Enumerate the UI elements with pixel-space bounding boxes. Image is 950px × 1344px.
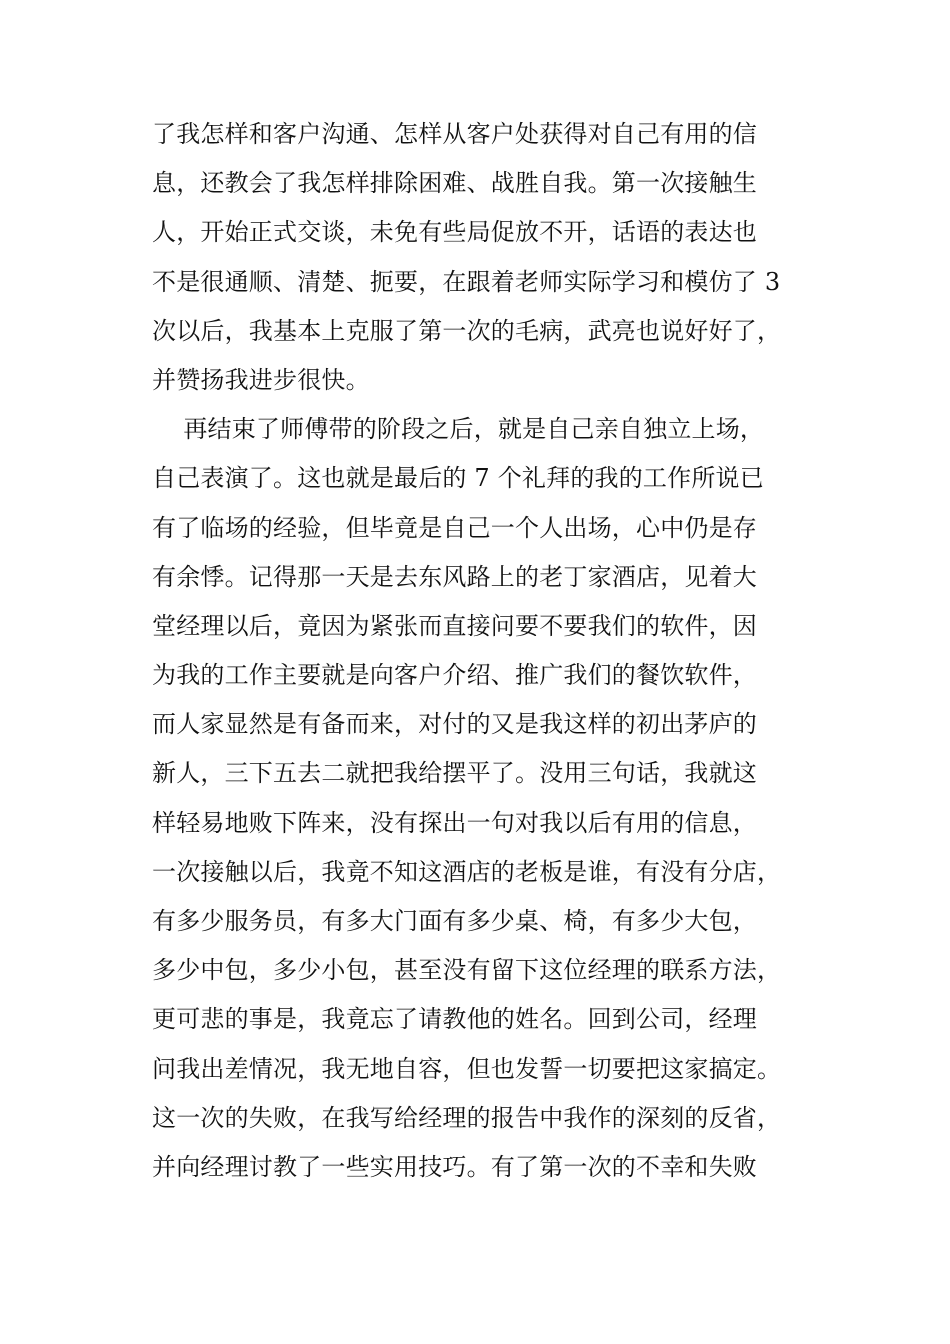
text-line: 为我的工作主要就是向客户介绍、推广我们的餐饮软件， (152, 661, 757, 690)
text-line: 了我怎样和客户沟通、怎样从客户处获得对自己有用的信 (152, 120, 757, 148)
text-line: 问我出差情况，我无地自容，但也发誓一切要把这家搞定。 (152, 1054, 782, 1083)
text-line: 有了临场的经验，但毕竟是自己一个人出场，心中仍是存 (152, 513, 757, 542)
text-line: 并赞扬我进步很快。 (152, 365, 370, 394)
text-line: 次以后，我基本上克服了第一次的毛病，武亮也说好好了， (152, 316, 782, 345)
text-line: 人，开始正式交谈，未免有些局促放不开，话语的表达也 (152, 218, 757, 247)
text-line: 有多少服务员，有多大门面有多少桌、椅，有多少大包， (152, 907, 757, 935)
text-line: 这一次的失败，在我写给经理的报告中我作的深刻的反省， (152, 1103, 782, 1132)
text-line: 再结束了师傅带的阶段之后，就是自己亲自独立上场， (152, 415, 765, 444)
body-text (152, 110, 812, 1192)
text-line: 堂经理以后，竟因为紧张而直接问要不要我们的软件，因 (152, 611, 757, 640)
text-line: 新人，三下五去二就把我给摆平了。没用三句话，我就这 (152, 759, 757, 788)
text-line: 样轻易地败下阵来，没有探出一句对我以后有用的信息， (152, 808, 757, 837)
text-line: 一次接触以后，我竟不知这酒店的老板是谁，有没有分店， (152, 857, 782, 886)
text-line: 多少中包，多少小包，甚至没有留下这位经理的联系方法， (152, 956, 782, 985)
text-line: 不是很通顺、清楚、扼要，在跟着老师实际学习和模仿了 3 (152, 267, 781, 296)
text-line: 并向经理讨教了一些实用技巧。有了第一次的不幸和失败 (152, 1152, 757, 1181)
text-line: 有余悸。记得那一天是去东风路上的老丁家酒店，见着大 (152, 562, 757, 591)
text-line: 自己表演了。这也就是最后的 7 个礼拜的我的工作所说已 (152, 464, 764, 493)
text-line: 更可悲的事是，我竟忘了请教他的姓名。回到公司，经理 (152, 1005, 757, 1034)
text-line: 息，还教会了我怎样排除困难、战胜自我。第一次接触生 (152, 169, 757, 198)
text-line: 而人家显然是有备而来，对付的又是我这样的初出茅庐的 (152, 710, 757, 739)
